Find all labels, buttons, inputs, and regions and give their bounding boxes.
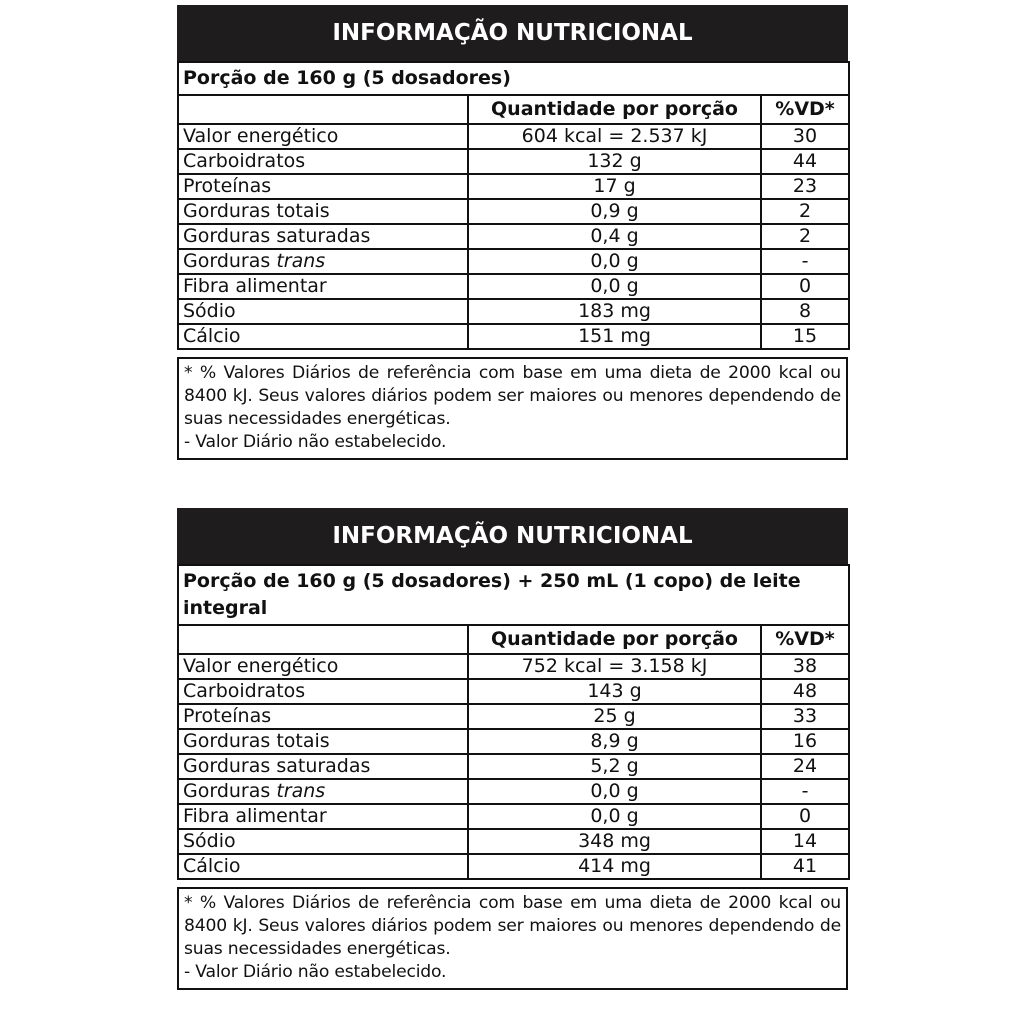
nutrient-row [178,679,849,704]
portion-row [178,565,849,625]
nutrient-quantity: 0,9 g [468,199,761,224]
nutrient-name [178,754,468,779]
nutrition-title: INFORMAÇÃO NUTRICIONAL [177,508,848,564]
nutrient-name-text: Proteínas [183,705,272,727]
nutrient-name [178,249,468,274]
nutrient-name-text: Gorduras totais [183,200,330,222]
portion-size: Porção de 160 g (5 dosadores) + 250 mL (1 copo) de leite integral [178,565,849,625]
nutrient-quantity: 0,0 g [468,274,761,299]
nutrient-name [178,779,468,804]
nutrient-name-text: Cálcio [183,855,241,877]
nutrient-name-italic: trans [276,250,326,272]
nutrient-daily-value: 0 [761,804,849,829]
nutrient-daily-value: 44 [761,149,849,174]
nutrient-name-text: Valor energético [183,125,339,147]
nutrient-row [178,754,849,779]
nutrient-quantity: 183 mg [468,299,761,324]
nutrient-name [178,274,468,299]
nutrient-row [178,124,849,149]
nutrient-quantity: 752 kcal = 3.158 kJ [468,654,761,679]
nutrient-name [178,149,468,174]
nutrient-name-text: Gorduras [183,780,277,802]
nutrient-quantity: 8,9 g [468,729,761,754]
nutrient-daily-value: - [761,249,849,274]
column-header-quantity: Quantidade por porção [468,95,761,124]
nutrient-name-text: Valor energético [183,655,339,677]
nutrient-row [178,829,849,854]
nutrient-quantity: 143 g [468,679,761,704]
nutrient-row [178,249,849,274]
nutrient-row [178,804,849,829]
footnote-not-established: - Valor Diário não estabelecido. [184,962,447,982]
nutrient-name [178,679,468,704]
nutrient-row [178,149,849,174]
column-header-row [178,625,849,654]
nutrient-daily-value: 8 [761,299,849,324]
column-header-dv: %VD* [761,625,849,654]
nutrition-label-with-milk [177,508,848,990]
nutrient-rows [178,654,849,879]
nutrient-name-text: Fibra alimentar [183,805,327,827]
nutrient-name [178,299,468,324]
nutrient-name-text: Sódio [183,830,236,852]
nutrient-daily-value: 14 [761,829,849,854]
footnote-reference-text: * % Valores Diários de referência com base em uma dieta de 2000 kcal ou 8400 kJ. Seus valores diários podem ser maiores ou menores dependendo de suas necessidades energéticas. [184,893,841,959]
nutrient-row [178,779,849,804]
nutrient-name [178,654,468,679]
nutrient-quantity: 132 g [468,149,761,174]
footnote-not-established: - Valor Diário não estabelecido. [184,432,447,452]
nutrient-daily-value: 16 [761,729,849,754]
nutrient-name [178,224,468,249]
nutrition-title: INFORMAÇÃO NUTRICIONAL [177,5,848,61]
nutrient-daily-value: 48 [761,679,849,704]
column-header-dv: %VD* [761,95,849,124]
nutrient-row [178,174,849,199]
portion-size: Porção de 160 g (5 dosadores) [178,62,849,95]
nutrient-daily-value: 41 [761,854,849,879]
nutrient-name-text: Carboidratos [183,680,306,702]
column-header-name [178,95,468,124]
column-header-name [178,625,468,654]
nutrient-row [178,224,849,249]
nutrient-name [178,324,468,349]
nutrient-name-text: Carboidratos [183,150,306,172]
nutrient-row [178,729,849,754]
nutrient-name-text: Sódio [183,300,236,322]
nutrient-name [178,829,468,854]
nutrient-name [178,704,468,729]
nutrient-row [178,854,849,879]
nutrient-name-text: Gorduras saturadas [183,225,371,247]
nutrient-name [178,854,468,879]
nutrient-quantity: 151 mg [468,324,761,349]
nutrient-name-text: Gorduras totais [183,730,330,752]
nutrient-daily-value: 30 [761,124,849,149]
nutrient-quantity: 0,0 g [468,249,761,274]
nutrient-name [178,174,468,199]
column-header-quantity: Quantidade por porção [468,625,761,654]
nutrient-row [178,199,849,224]
nutrient-row [178,654,849,679]
nutrient-daily-value: 2 [761,224,849,249]
nutrition-table [177,564,850,880]
nutrient-row [178,299,849,324]
nutrient-daily-value: - [761,779,849,804]
nutrition-label-powder-only [177,5,848,460]
nutrient-name-italic: trans [276,780,326,802]
nutrient-row [178,704,849,729]
nutrient-name [178,729,468,754]
nutrient-quantity: 5,2 g [468,754,761,779]
nutrient-daily-value: 24 [761,754,849,779]
nutrient-daily-value: 2 [761,199,849,224]
nutrient-rows [178,124,849,349]
nutrient-daily-value: 15 [761,324,849,349]
nutrient-name [178,199,468,224]
nutrient-name-text: Gorduras saturadas [183,755,371,777]
nutrient-daily-value: 23 [761,174,849,199]
nutrient-quantity: 25 g [468,704,761,729]
footnote [177,357,848,460]
nutrient-name-text: Cálcio [183,325,241,347]
nutrient-name [178,804,468,829]
column-header-row [178,95,849,124]
nutrient-name-text: Proteínas [183,175,272,197]
nutrient-quantity: 0,4 g [468,224,761,249]
nutrient-daily-value: 38 [761,654,849,679]
footnote [177,887,848,990]
nutrition-table [177,61,850,350]
nutrient-quantity: 604 kcal = 2.537 kJ [468,124,761,149]
nutrient-row [178,324,849,349]
nutrient-name [178,124,468,149]
nutrient-daily-value: 0 [761,274,849,299]
nutrient-quantity: 17 g [468,174,761,199]
nutrient-quantity: 348 mg [468,829,761,854]
portion-row [178,62,849,95]
nutrient-name-text: Fibra alimentar [183,275,327,297]
nutrient-row [178,274,849,299]
nutrient-quantity: 0,0 g [468,804,761,829]
nutrient-daily-value: 33 [761,704,849,729]
footnote-reference-text: * % Valores Diários de referência com base em uma dieta de 2000 kcal ou 8400 kJ. Seus valores diários podem ser maiores ou menores dependendo de suas necessidades energéticas. [184,363,841,429]
nutrient-name-text: Gorduras [183,250,277,272]
nutrient-quantity: 414 mg [468,854,761,879]
nutrient-quantity: 0,0 g [468,779,761,804]
